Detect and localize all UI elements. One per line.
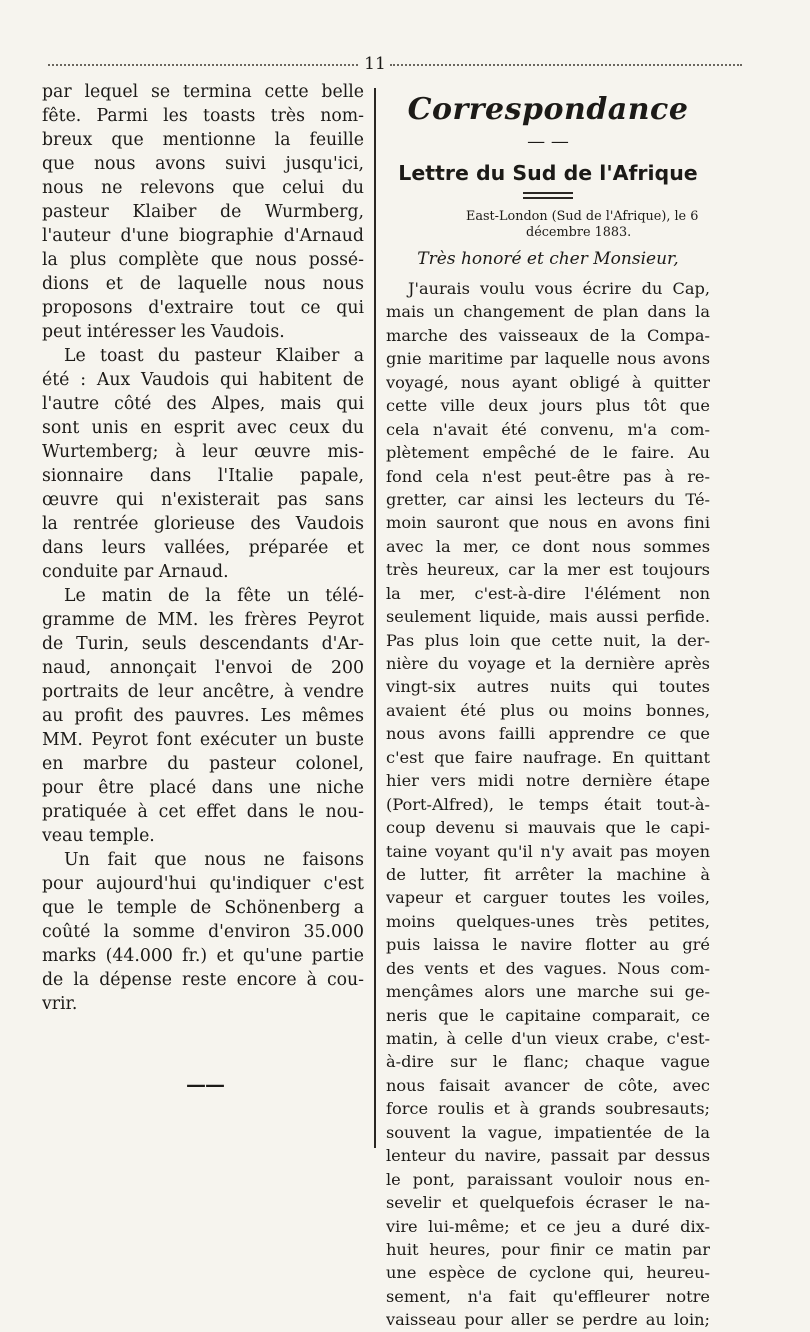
text-line: peut intéresser les Vaudois. [42,322,285,342]
text-line: breux que mentionne la feuille [42,130,364,150]
text-line: pour être placé dans une niche [42,778,364,798]
end-mark: —— [186,1072,224,1096]
text-line: vapeur et carguer toutes les voiles, [386,888,710,908]
text-line: des vents et des vagues. Nous com- [386,958,710,978]
text-line: en marbre du pasteur colonel, [42,754,364,774]
right-column [386,80,710,1332]
text-line: sevelir et quelquefois écraser le na- [386,1193,710,1213]
text-line: sement, n'a fait qu'effleurer notre [386,1286,710,1306]
title-separator: — — [527,131,569,152]
text-line: moins quelques-unes très petites, [386,911,710,931]
text-line: huit heures, pour finir ce matin par [386,1239,710,1259]
text-line: proposons d'extraire tout ce qui [42,298,364,318]
text-line: lenteur du navire, passait par dessus [386,1146,710,1166]
text-line: nous avons failli apprendre ce que [386,724,710,744]
text-line: œuvre qui n'existerait pas sans [42,490,364,510]
text-line: par lequel se termina cette belle [42,82,364,102]
text-line: coûté la somme d'environ 35.000 [42,922,364,942]
double-rule [523,192,573,199]
text-line: Un fait que nous ne faisons [64,850,364,870]
text-line: été : Aux Vaudois qui habitent de [42,370,364,390]
text-line: nière du voyage et la dernière après [386,654,710,673]
section-title: Correspondance [407,92,689,127]
text-line: J'aurais voulu vous écrire du Cap, [408,279,710,298]
text-line: la plus complète que nous possé- [42,250,364,270]
text-line: force roulis et à grands soubresauts; [386,1099,710,1119]
text-line: dions et de laquelle nous nous [42,274,364,294]
text-line: la mer, c'est-à-dire l'élément non [386,583,710,603]
text-line: l'auteur d'une biographie d'Arnaud [42,226,364,246]
text-line: avec la mer, ce dont nous sommes [386,536,710,556]
text-line: coup devenu si mauvais que le capi- [386,818,710,838]
text-line: à-dire sur le flanc; chaque vague [386,1052,710,1072]
column-divider [374,88,376,1148]
header-rule-left [48,64,358,66]
text-line: mais un changement de plan dans la [386,302,710,322]
text-line: pour aujourd'hui qu'indiquer c'est [42,874,364,894]
text-line: nous faisait avancer de côte, avec [386,1075,710,1095]
text-line: une espèce de cyclone qui, heureu- [386,1263,710,1283]
text-line: vingt-six autres nuits qui toutes [386,677,710,697]
text-line: Pas plus loin que cette nuit, la der- [386,630,710,650]
text-line: marche des vaisseaux de la Compa- [386,325,710,345]
text-line: dans leurs vallées, préparée et [42,538,364,558]
text-line: matin, à celle d'un vieux crabe, c'est- [386,1029,710,1048]
text-line: que le temple de Schönenberg a [42,898,364,918]
text-line: que nous avons suivi jusqu'ici, [42,154,364,174]
left-column [42,80,364,1016]
text-line: mençâmes alors une marche sui ge- [386,982,710,1002]
text-line: fête. Parmi les toasts très nom- [42,106,364,126]
text-line: le pont, paraissant vouloir nous en- [386,1169,710,1189]
text-line: au profit des pauvres. Les mêmes [42,706,364,726]
text-line: cette ville deux jours plus tôt que [386,396,710,416]
text-line: taine voyant qu'il n'y avait pas moyen [386,841,710,861]
text-line: cela n'avait été convenu, m'a com- [386,419,710,439]
text-line: très heureux, car la mer est toujours [386,560,710,580]
text-line: gramme de MM. les frères Peyrot [42,610,364,630]
text-line: souvent la vague, impatientée de la [386,1122,710,1142]
salutation: Très honoré et cher Monsieur, [417,249,679,269]
text-line: veau temple. [42,826,155,846]
text-line: puis laissa le navire flotter au gré [386,935,710,955]
text-line: pratiquée à cet effet dans le nou- [42,802,364,822]
text-line: sont unis en esprit avec ceux du [42,418,364,438]
header-rule-right [390,64,742,66]
text-line: de lutter, fit arrêter la machine à [386,864,710,884]
dateline-date: décembre 1883. [526,225,632,240]
text-line: pasteur Klaiber de Wurmberg, [42,202,364,222]
page-number: 11 [364,54,386,74]
text-line: nous ne relevons que celui du [42,178,364,198]
text-line: Le toast du pasteur Klaiber a [64,346,364,366]
text-line: vire lui-même; et ce jeu a duré dix- [386,1216,710,1236]
text-line: vaisseau pour aller se perdre au loin; [386,1310,710,1330]
text-line: c'est que faire naufrage. En quittant [386,747,710,767]
text-line: neris que le capitaine comparait, ce [386,1005,710,1025]
text-line: avaient été plus ou moins bonnes, [386,700,710,720]
text-line: de la dépense reste encore à cou- [42,970,364,990]
text-line: seulement liquide, mais aussi perfide. [386,607,710,627]
text-line: marks (44.000 fr.) et qu'une partie [42,946,364,966]
dateline-place: East-London (Sud de l'Afrique), le 6 [466,209,699,224]
text-line: vrir. [42,994,78,1014]
text-line: moin sauront que nous en avons fini [386,513,710,533]
text-line: (Port-Alfred), le temps était tout-à- [386,794,710,814]
text-line: Wurtemberg; à leur œuvre mis- [42,442,364,462]
text-line: gretter, car ainsi les lecteurs du Té- [386,489,710,509]
text-line: de Turin, seuls descendants d'Ar- [42,634,364,654]
text-line: gnie maritime par laquelle nous avons [386,349,710,369]
letter-body [386,277,710,1332]
letter-title: Lettre du Sud de l'Afrique [398,161,698,185]
text-line: naud, annonçait l'envoi de 200 [42,658,364,678]
text-line: sionnaire dans l'Italie papale, [42,466,364,486]
text-line: la rentrée glorieuse des Vaudois [42,514,364,534]
text-line: Le matin de la fête un télé- [64,586,364,606]
text-line: voyagé, nous ayant obligé à quitter [386,372,710,392]
text-line: MM. Peyrot font exécuter un buste [42,730,364,750]
dateline [386,209,710,241]
text-line: plètement empêché de le faire. Au [386,443,710,463]
text-line: fond cela n'est peut-être pas à re- [386,466,710,486]
text-line: hier vers midi notre dernière étape [386,771,710,791]
text-line: portraits de leur ancêtre, à vendre [42,682,364,702]
text-line: conduite par Arnaud. [42,562,229,582]
text-line: l'autre côté des Alpes, mais qui [42,394,364,414]
